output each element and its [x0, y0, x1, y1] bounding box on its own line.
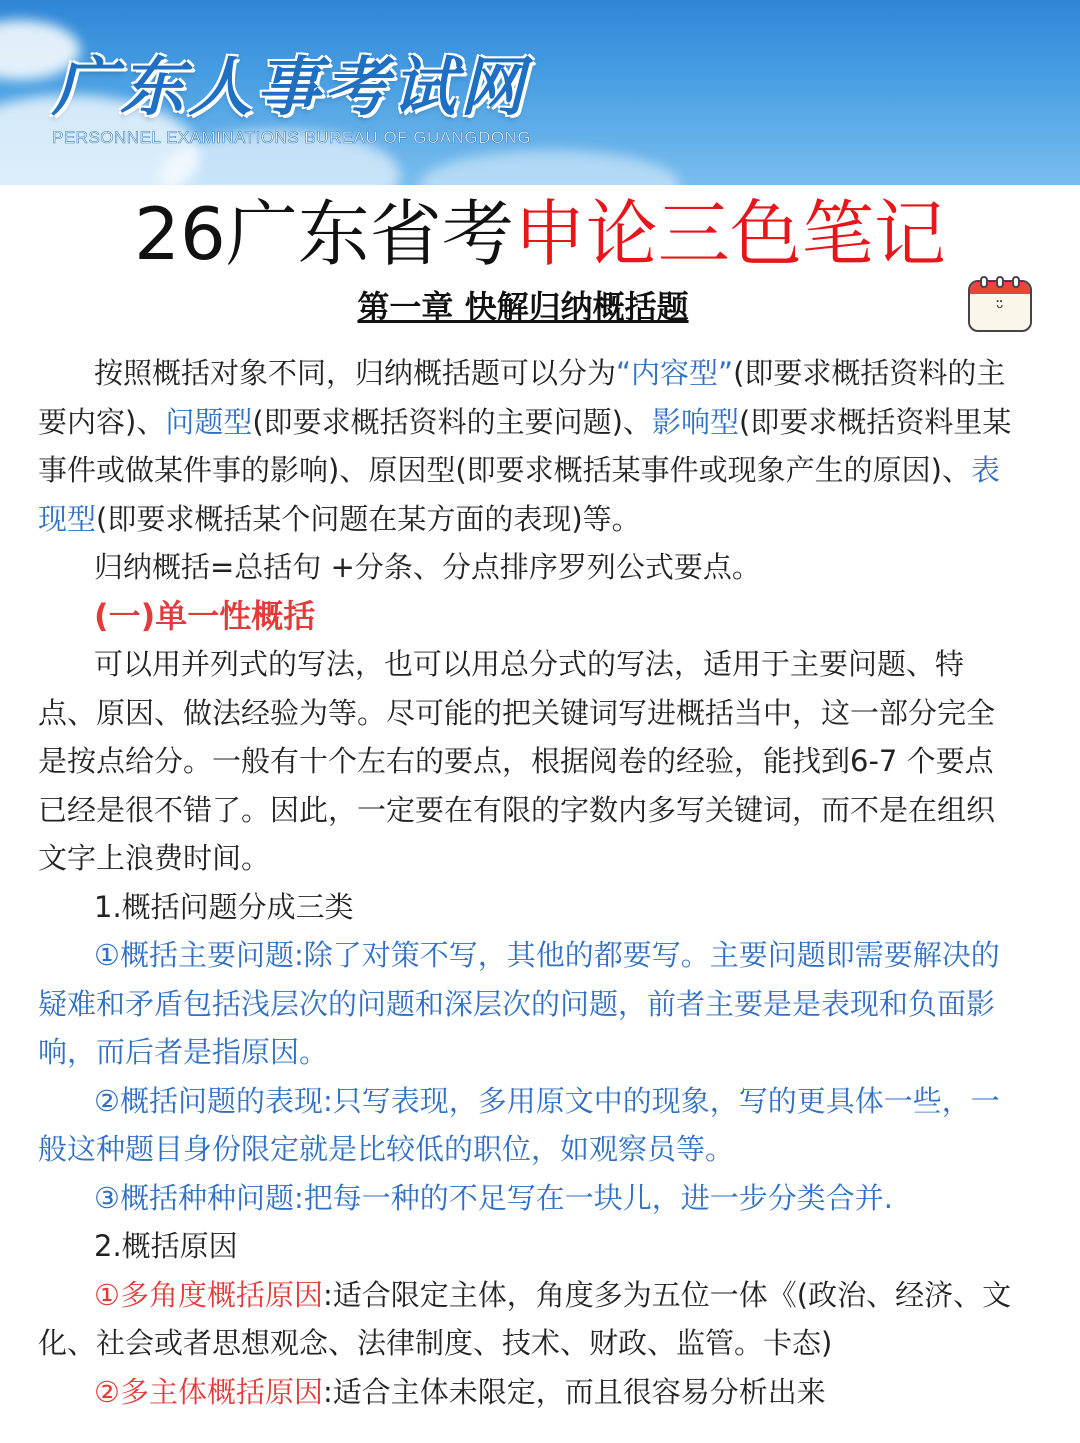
calendar-icon: ᵕ̈ [968, 280, 1032, 332]
keyword-impact-type: 影响型 [651, 404, 739, 439]
page-title-prefix: 26广东省考 [134, 192, 514, 276]
keyword-manifestation-type: 表现型 [38, 453, 1000, 536]
cloud-decoration [420, 150, 680, 185]
list-item-problem-manifestation: ②概括问题的表现:只写表现，多用原文中的现象，写的更具体一些，一般这种题目身份限定就是比较低的职位，如观察员等。 [38, 1083, 1000, 1166]
chapter-heading: 第一章 快解归纳概括题 [357, 288, 689, 326]
site-logo-subtitle: PERSONNEL EXAMINATIONS BUREAU OF GUANGDONG [52, 128, 532, 147]
keyword-multi-angle: ①多角度概括原因 [94, 1277, 323, 1312]
keyword-multi-subject: ②多主体概括原因 [94, 1374, 323, 1409]
keyword-content-type: “内容型” [616, 356, 734, 390]
page-title [0, 192, 1080, 276]
list-item-multi-angle-causes: ①多角度概括原因:适合限定主体，角度多为五位一体《(政治、经济、文化、社会或者思想观念、法律制度、技术、财政、监管。卡态) [38, 1277, 1012, 1360]
formula-paragraph: 归纳概括=总括句 +分条、分点排序罗列公式要点。 [94, 550, 761, 584]
intro-paragraph: 按照概括对象不同，归纳概括题可以分为“内容型”(即要求概括资料的主要内容)、问题型(即要求概括资料的主要问题)、影响型(即要求概括资料里某事件或做某件事的影响)、原因型(即要求概括某事件或现象产生的原因)、表现型(即要求概括某个问题在某方面的表现)等。 [38, 356, 1012, 536]
site-logo-title: 广东人事考试网 [52, 51, 528, 125]
subheading-problems: 1.概括问题分成三类 [94, 889, 354, 924]
section-body-single: 可以用并列式的写法，也可以用总分式的写法，适用于主要问题、特点、原因、做法经验为等。尽可能的把关键词写进概括当中，这一部分完全是按点给分。一般有十个左右的要点，根据阅卷的经验，能找到6-7 个要点已经是很不错了。因此，一定要在有限的字数内多写关键词，而不是在组织文字上浪费时间。 [38, 647, 996, 875]
keyword-problem-type: 问题型 [165, 404, 253, 439]
page-title-highlight: 申论三色笔记 [513, 192, 946, 276]
list-item-multi-subject-causes: ②多主体概括原因:适合主体未限定，而且很容易分析出来 [94, 1374, 826, 1409]
header-banner [0, 0, 1080, 185]
section-heading-single: (一)单一性概括 [94, 596, 316, 635]
article-body [38, 349, 1013, 1416]
subheading-causes: 2.概括原因 [94, 1229, 238, 1263]
list-item-main-problems: ①概括主要问题:除了对策不写，其他的都要写。主要问题即需要解决的疑难和矛盾包括浅层次的问题和深层次的问题，前者主要是是表现和负面影响，而后者是指原因。 [38, 938, 1000, 1069]
list-item-various-problems: ③概括种种问题:把每一种的不足写在一块儿，进一步分类合并. [94, 1180, 893, 1215]
